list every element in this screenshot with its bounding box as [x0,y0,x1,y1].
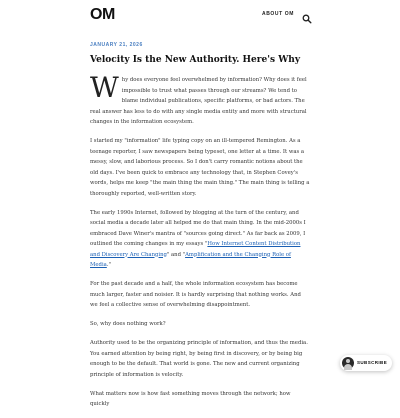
essay-link-content-distribution[interactable]: How Internet Content Distribution and Discovery Are Changing [90,241,301,258]
article-title: Velocity Is the New Authority. Here's Why [90,55,301,65]
nav-about-link[interactable]: ABOUT OM [262,11,295,17]
search-icon[interactable] [302,9,312,19]
article-body [90,71,310,410]
paragraph-3-text-b: " and " [166,251,186,258]
paragraph-2: I started my "information" life typing copy on an ill-tempered Remington. As a teenage reporter, I saw newspapers being typeset, one letter at a time. It was a messy, slow, and laborious process. So I don't carry romantic notions about the old days. I've been quick to embrace any technology that, in Stephen Covey's words, helps me keep "the main thing the main thing." The main thing is telling a thoroughly reported, well-written story. [90,138,310,197]
paragraph-1-text: hy does everyone feel overwhelmed by information? Why does it feel impossible to trust what passes through our streams? We tend to blame individual publications, specific platforms, or bad actors. The real answer has less to do with any single media entity and more with structural changes in the information ecosystem. [90,77,307,125]
article [90,42,310,418]
avatar-icon [342,357,354,369]
paragraph-3-text-c: ." [106,262,111,268]
paragraph-1 [90,71,310,128]
paragraph-3-text-a: The early 1990s Internet, followed by blogging at the turn of the century, and social media a decade later all helped me do that main thing. In the mid-2000s I embraced Dave Winer's mantra of "sources going direct." As far back as 2009, I outlined the coming changes in my essays " [90,209,306,247]
paragraph-7: What matters now is how fast something moves through the network; how quickly [90,390,291,407]
avatar-head [346,359,350,363]
paragraph-5: So, why does nothing work? [90,321,166,327]
drop-cap: W [90,71,119,104]
essay-link-amplification[interactable]: Amplification and the Changing Role of Media [90,251,291,268]
paragraph-4: For the past decade and a half, the whole information ecosystem has become much larger, faster and noisier. It is hardly surprising that nothing works. And we feel a collective sense of overwhelming disappointment. [90,281,301,308]
search-icon-glyph [302,14,312,24]
avatar-body [344,364,352,370]
paragraph-6: Authority used to be the organizing principle of information, and thus the media. You earned attention by being right, by being first in discovery, or by being big enough to be the default. That world is gone. The new and current organizing principle of information is velocity. [90,340,308,378]
subscribe-button[interactable] [340,355,392,371]
site-logo[interactable]: OM [90,6,115,23]
article-date: JANUARY 21, 2026 [90,42,143,48]
subscribe-label: SUBSCRIBE [357,360,388,365]
site-header [0,0,400,30]
paragraph-3 [90,208,310,271]
